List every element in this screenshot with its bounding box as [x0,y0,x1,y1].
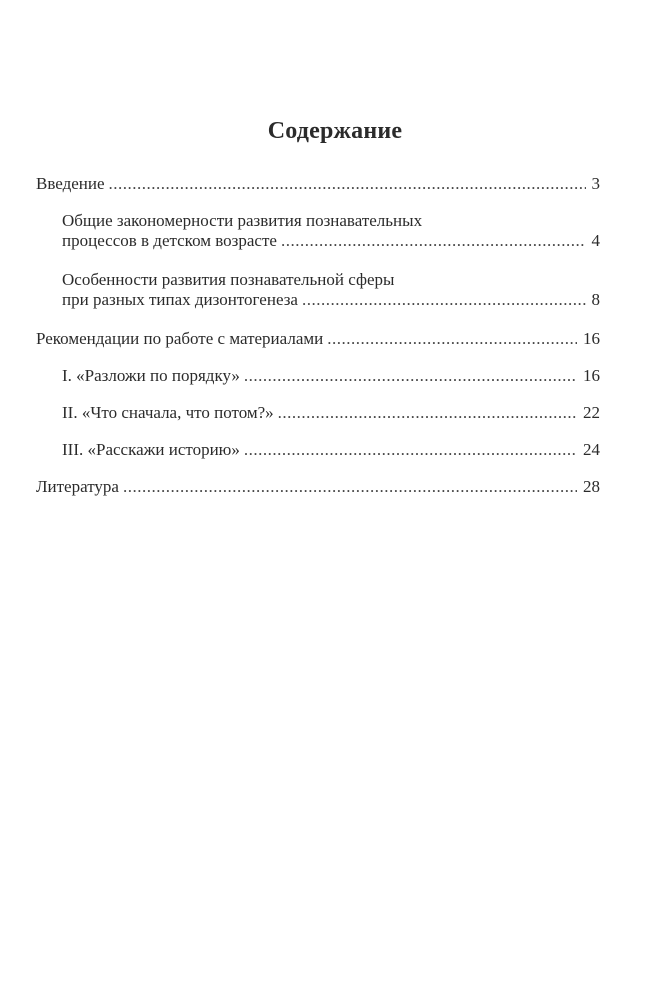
toc-page-number: 24 [583,440,600,459]
page-title: Содержание [267,118,403,144]
dot-leader [123,477,577,497]
toc-page-number: 16 [583,329,600,348]
toc-page-number: 3 [591,174,600,193]
toc-entry-title: Рекомендации по работе с материалами [36,329,324,348]
toc-entry-title: I. «Разложи по порядку» [62,366,240,385]
dot-leader [244,440,577,460]
dot-leader [244,366,577,386]
dot-leader [327,329,577,349]
toc-entry-introduction[interactable] [36,174,600,194]
toc-entry-title: Литература [36,477,119,496]
dot-leader [302,290,586,310]
dot-leader [278,403,577,423]
toc-page-number: 22 [583,403,600,422]
toc-entry-title-line2: процессов в детском возрасте [62,231,277,250]
toc-entry-cognitive-features[interactable] [62,270,600,310]
toc-entry-title: III. «Расскажи историю» [62,440,240,459]
toc-entry-title: Введение [36,174,105,193]
toc-entry-recommendations[interactable] [36,329,600,349]
toc-entry-literature[interactable] [36,477,600,497]
dot-leader [281,231,586,251]
toc-entry-title-line2: при разных типах дизонтогенеза [62,290,298,309]
toc-entry-general-patterns[interactable] [62,211,600,251]
toc-entry-title: II. «Что сначала, что потом?» [62,403,274,422]
toc-entry-section-2[interactable] [62,403,600,423]
toc-page-number: 16 [583,366,600,385]
toc-page-number: 28 [583,477,600,496]
toc-entry-section-1[interactable] [62,366,600,386]
toc-entry-section-3[interactable] [62,440,600,460]
dot-leader [109,174,586,194]
toc-page-number: 8 [591,290,600,309]
toc-entry-title-line1: Общие закономерности развития познавательных [62,211,423,230]
toc-page-number: 4 [591,231,600,250]
toc-entry-title-line1: Особенности развития познавательной сферы [62,270,395,289]
